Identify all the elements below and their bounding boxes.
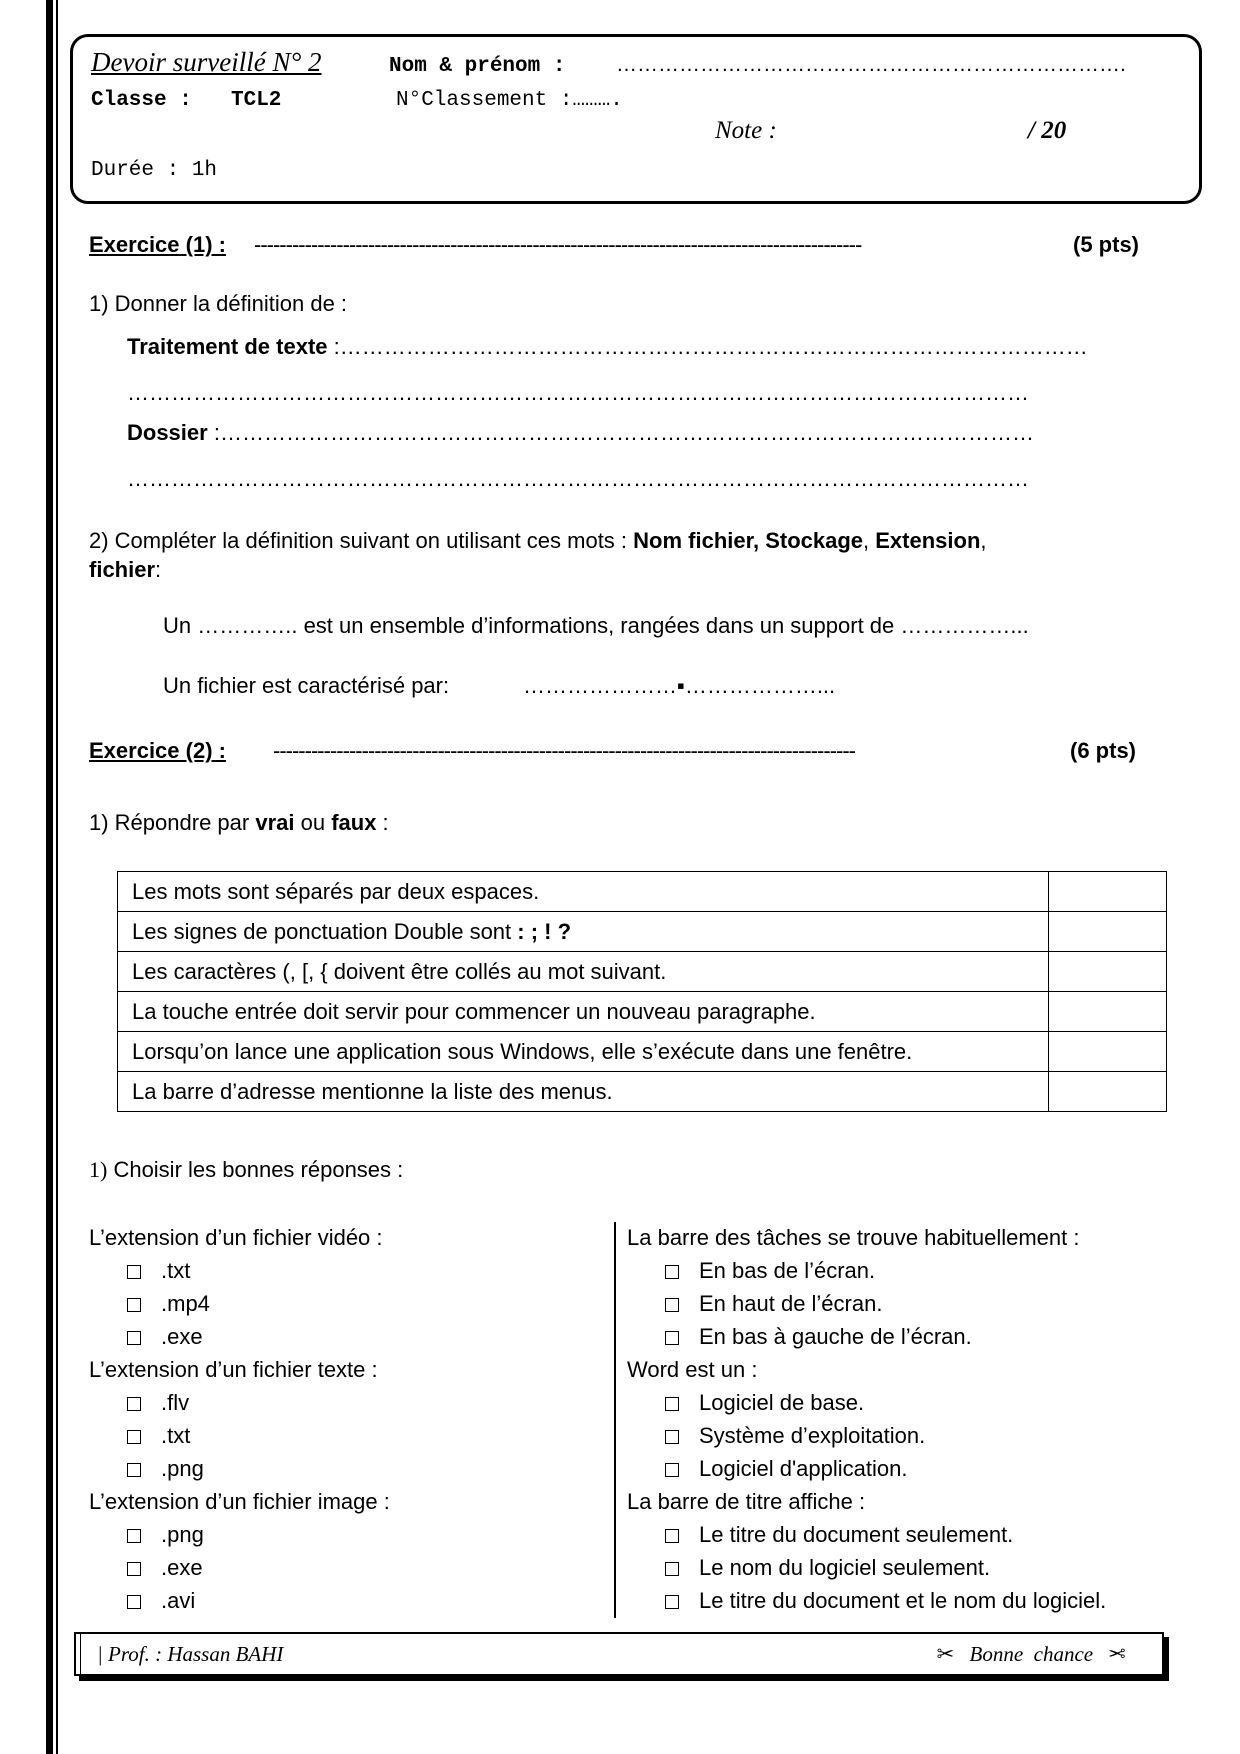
nom-label: Nom & prénom : [389, 55, 566, 78]
mcq-question: L’extension d’un fichier vidéo : [89, 1225, 383, 1250]
exam-header-box [70, 34, 1202, 204]
option-label: Le titre du document seulement. [699, 1522, 1014, 1547]
term2-dots[interactable]: :………………………………………………………………………………………………… [207, 420, 1034, 445]
footer-right [937, 1634, 1126, 1674]
checkbox-icon[interactable] [665, 1298, 679, 1312]
mcq-option[interactable] [89, 1584, 390, 1617]
table-row [118, 1032, 1167, 1072]
q2-text: 2) Compléter la définition suivant on utilisant ces mots : [89, 528, 634, 553]
statement-bold: : ; ! ? [517, 918, 572, 944]
footer-prof: | Prof. : Hassan BAHI [97, 1642, 284, 1666]
checkbox-icon[interactable] [665, 1562, 679, 1576]
option-label: Système d’exploitation. [699, 1423, 926, 1448]
q2-sep2: , [980, 528, 987, 553]
option-label: .png [161, 1522, 204, 1547]
page-left-border [46, 0, 53, 1754]
mcq-option[interactable] [89, 1320, 390, 1353]
mcq-option[interactable] [627, 1320, 1106, 1353]
answer-cell[interactable] [1049, 1032, 1167, 1072]
answer-cell[interactable] [1049, 872, 1167, 912]
checkbox-icon[interactable] [127, 1331, 141, 1345]
ex2-points: (6 pts) [1070, 738, 1136, 763]
page-left-border-thin [56, 0, 58, 1754]
answer-cell[interactable] [1049, 912, 1167, 952]
sentence2-dots-a: ………………… [523, 673, 677, 698]
option-label: .avi [161, 1588, 196, 1613]
mcq-option[interactable] [627, 1584, 1106, 1617]
q1-ou: ou [294, 810, 332, 835]
mcq-option[interactable] [89, 1452, 390, 1485]
sentence2-dots-b: ………………... [684, 673, 836, 698]
ex1-dotline2[interactable]: …………………………………………………………………………………………………………… [127, 466, 1029, 491]
table-row [118, 992, 1167, 1032]
ex2-title: Exercice (2) : [89, 738, 226, 763]
statement-cell: La barre d’adresse mentionne la liste des menus. [118, 1072, 1049, 1112]
ex1-sentence2-blank[interactable] [523, 673, 835, 699]
ex1-points: (5 pts) [1073, 232, 1139, 257]
mcq-option[interactable] [627, 1287, 1106, 1320]
term1-dots[interactable]: :………………………………………………………………………………………… [327, 334, 1088, 359]
mcq-question: La barre des tâches se trouve habituellement : [627, 1225, 1080, 1250]
checkbox-icon[interactable] [127, 1595, 141, 1609]
mcq-option[interactable] [627, 1419, 1106, 1452]
classe-label: Classe : [91, 89, 192, 112]
mcq-option[interactable] [89, 1419, 390, 1452]
option-label: .flv [161, 1390, 190, 1415]
checkbox-icon[interactable] [665, 1265, 679, 1279]
mcq-question: L’extension d’un fichier image : [89, 1489, 390, 1514]
classe-value: TCL2 [231, 89, 282, 112]
statement-text: Les signes de ponctuation Double sont [132, 918, 518, 944]
q1-post: : [376, 810, 389, 835]
mcq-option[interactable] [89, 1518, 390, 1551]
ex1-dashes: ------------------------------------------------------------------------------------------------ [254, 232, 862, 257]
mcq-right-column [627, 1221, 1106, 1617]
checkbox-icon[interactable] [665, 1595, 679, 1609]
q2-word1: Nom fichier, Stockage [633, 528, 864, 553]
mcq-question: L’extension d’un fichier texte : [89, 1357, 378, 1382]
footer-bar [74, 1632, 1164, 1676]
mcq-option[interactable] [89, 1287, 390, 1320]
ex1-title: Exercice (1) : [89, 232, 226, 257]
mcq-option[interactable] [627, 1518, 1106, 1551]
scissors-icon: ✂ [1108, 1642, 1126, 1666]
option-label: Logiciel de base. [699, 1390, 865, 1415]
q1-vrai: vrai [255, 810, 295, 835]
ex1-term1 [127, 334, 1088, 360]
ex2-q2 [89, 1157, 403, 1183]
statement-cell: La touche entrée doit servir pour commencer un nouveau paragraphe. [118, 992, 1049, 1032]
checkbox-icon[interactable] [127, 1529, 141, 1543]
ex2-q1 [89, 810, 389, 836]
table-row [118, 1072, 1167, 1112]
table-row [118, 952, 1167, 992]
checkbox-icon[interactable] [127, 1463, 141, 1477]
ex1-dotline1[interactable]: …………………………………………………………………………………………………………… [127, 380, 1029, 405]
option-label: Le titre du document et le nom du logiciel. [699, 1588, 1107, 1613]
option-label: En bas à gauche de l’écran. [699, 1324, 972, 1349]
table-row [118, 912, 1167, 952]
option-label: .png [161, 1456, 204, 1481]
q2-num: 1) [89, 1157, 108, 1182]
option-label: Logiciel d'application. [699, 1456, 908, 1481]
term1-label: Traitement de texte [127, 334, 328, 359]
mcq-option[interactable] [89, 1551, 390, 1584]
option-label: Le nom du logiciel seulement. [699, 1555, 991, 1580]
option-label: .txt [161, 1423, 191, 1448]
option-label: .mp4 [161, 1291, 210, 1316]
answer-cell[interactable] [1049, 952, 1167, 992]
mcq-option[interactable] [627, 1386, 1106, 1419]
q2-label: Choisir les bonnes réponses : [107, 1157, 404, 1182]
ex1-q2 [89, 526, 1149, 584]
mcq-question: Word est un : [627, 1357, 758, 1382]
option-label: .exe [161, 1555, 203, 1580]
mcq-option[interactable] [627, 1254, 1106, 1287]
checkbox-icon[interactable] [127, 1298, 141, 1312]
sentence2-mark: ▪ [677, 673, 685, 698]
note-label: Note : [715, 117, 777, 144]
ex1-term2 [127, 420, 1034, 446]
mcq-question: La barre de titre affiche : [627, 1489, 866, 1514]
option-label: .txt [161, 1258, 191, 1283]
q2-colon: : [155, 557, 162, 582]
footer-left [80, 1634, 283, 1674]
note-total: / 20 [1028, 117, 1067, 144]
checkbox-icon[interactable] [665, 1397, 679, 1411]
q2-sep1: , [863, 528, 876, 553]
statement-cell [118, 912, 1049, 952]
statement-cell: Lorsqu’on lance une application sous Windows, elle s’exécute dans une fenêtre. [118, 1032, 1049, 1072]
term2-label: Dossier [127, 420, 208, 445]
mcq-option[interactable] [89, 1254, 390, 1287]
checkbox-icon[interactable] [665, 1529, 679, 1543]
checkbox-icon[interactable] [127, 1562, 141, 1576]
nom-dots[interactable]: ………………………………………………………………. [616, 53, 1126, 76]
column-divider [614, 1222, 616, 1618]
mcq-option[interactable] [627, 1551, 1106, 1584]
ex1-sentence2-label: Un fichier est caractérisé par: [163, 673, 450, 698]
answer-cell[interactable] [1049, 1072, 1167, 1112]
mcq-left-column [89, 1221, 390, 1617]
scissors-icon: ✂ [936, 1642, 955, 1666]
classement-label[interactable]: N°Classement :………. [396, 89, 623, 112]
checkbox-icon[interactable] [127, 1430, 141, 1444]
answer-cell[interactable] [1049, 992, 1167, 1032]
option-label: En bas de l’écran. [699, 1258, 876, 1283]
q1-pre: 1) Répondre par [89, 810, 256, 835]
checkbox-icon[interactable] [127, 1397, 141, 1411]
ex2-dashes: -------------------------------------------------------------------------------------------- [273, 738, 856, 763]
q2-word3: fichier [89, 557, 156, 582]
statement-cell: Les mots sont séparés par deux espaces. [118, 872, 1049, 912]
q1-faux: faux [331, 810, 377, 835]
option-label: .exe [161, 1324, 203, 1349]
q2-word2: Extension [875, 528, 981, 553]
checkbox-icon[interactable] [665, 1463, 679, 1477]
ex1-q1: 1) Donner la définition de : [89, 291, 348, 316]
vrai-faux-table [117, 871, 1167, 1112]
mcq-option[interactable] [89, 1386, 390, 1419]
footer-good-luck: Bonne chance [969, 1642, 1094, 1666]
devoir-title: Devoir surveillé N° 2 [91, 47, 322, 77]
checkbox-icon[interactable] [665, 1430, 679, 1444]
mcq-option[interactable] [627, 1452, 1106, 1485]
duree-label: Durée : 1h [91, 159, 218, 182]
statement-cell: Les caractères (, [, { doivent être collés au mot suivant. [118, 952, 1049, 992]
table-row [118, 872, 1167, 912]
option-label: En haut de l’écran. [699, 1291, 883, 1316]
ex1-sentence1[interactable]: Un ………….. est un ensemble d’informations, rangées dans un support de ……………... [163, 613, 1029, 638]
checkbox-icon[interactable] [665, 1331, 679, 1345]
checkbox-icon[interactable] [127, 1265, 141, 1279]
